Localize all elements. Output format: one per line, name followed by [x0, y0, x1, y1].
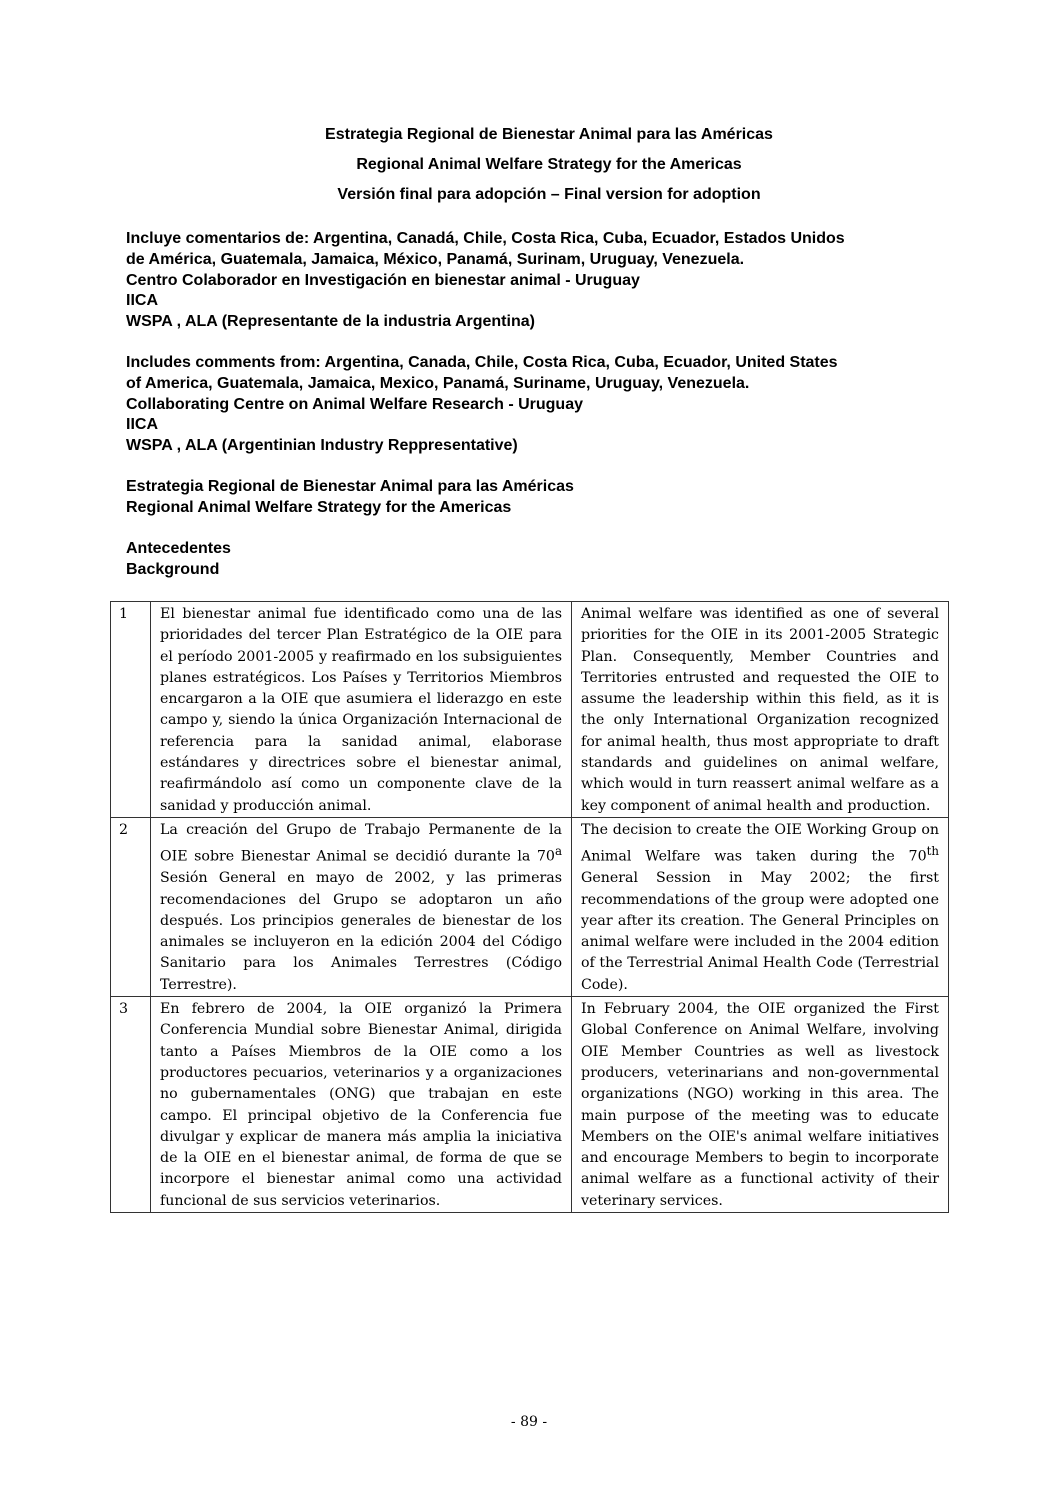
table-row: [111, 997, 949, 1213]
strategy-heading-block: [126, 477, 956, 519]
document-title-block: [0, 124, 1058, 214]
row-text-english: [572, 817, 949, 996]
comments-spanish-block: [126, 229, 956, 333]
strategy-heading-es: Estrategia Regional de Bienestar Animal para las Américas: [126, 478, 574, 495]
section-heading-block: [126, 539, 956, 581]
strategy-heading-en: Regional Animal Welfare Strategy for the Americas: [126, 498, 512, 516]
table-row: [111, 602, 949, 818]
row-text-spanish: [151, 817, 572, 996]
row-text-part: Sesión General en mayo de 2002, y las primeras recomendaciones del Grupo se adoptaron un año después. Los principios generales de bienestar de los animales se incluyeron en la edición 2004 del Código Sanitario para los Animales Terrestres (Código Terrestre).: [160, 870, 562, 993]
comments-english-block: [126, 353, 956, 457]
comments-es-line: Incluye comentarios de: Argentina, Canadá, Chile, Costa Rica, Cuba, Ecuador, Estados Unidos: [126, 230, 845, 247]
row-number: 2: [111, 817, 151, 996]
comments-en-line: IICA: [126, 416, 158, 434]
title-english: Regional Animal Welfare Strategy for the Americas: [356, 156, 742, 173]
ordinal-superscript: th: [926, 844, 939, 859]
title-spanish: Estrategia Regional de Bienestar Animal para las Américas: [325, 126, 773, 143]
comments-es-line: IICA: [126, 292, 158, 310]
row-text-part: La creación del Grupo de Trabajo Permanente de la OIE sobre Bienestar Animal se decidió durante la 70: [160, 821, 562, 865]
ordinal-superscript: a: [554, 844, 562, 859]
table-row: [111, 817, 949, 996]
comments-es-line: Centro Colaborador en Investigación en bienestar animal - Uruguay: [126, 271, 640, 289]
version-line: Versión final para adopción – Final version for adoption: [337, 186, 761, 203]
comments-en-line: WSPA , ALA (Argentinian Industry Reppresentative): [126, 437, 518, 455]
row-text-spanish: En febrero de 2004, la OIE organizó la Primera Conferencia Mundial sobre Bienestar Animal, dirigida tanto a Países Miembros de la OIE como a los productores pecuarios, veterinarios y a organizaciones no gubernamentales (ONG) que trabajan en este campo. El principal objetivo de la Conferencia fue divulgar y explicar de manera más amplia la iniciativa de la OIE en el bienestar animal, de forma de que se incorpore el bienestar animal como una actividad funcional de sus servicios veterinarios.: [151, 997, 572, 1213]
comments-es-line: WSPA , ALA (Representante de la industria Argentina): [126, 313, 535, 331]
section-heading-es: Antecedentes: [126, 540, 231, 557]
section-heading-en: Background: [126, 560, 220, 578]
row-text-part: The decision to create the OIE Working Group on Animal Welfare was taken during the 70: [581, 821, 939, 865]
comments-en-line: Includes comments from: Argentina, Canada, Chile, Costa Rica, Cuba, Ecuador, United States: [126, 354, 838, 371]
page-number: - 89 -: [510, 1414, 548, 1430]
background-table: [110, 601, 949, 1213]
row-text-part: General Session in May 2002; the first recommendations of the group were adopted one year after its creation. The General Principles on animal welfare were included in the 2004 edition of the Terrestrial Animal Health Code (Terrestrial Code).: [581, 870, 939, 993]
comments-en-line: Collaborating Centre on Animal Welfare Research - Uruguay: [126, 395, 583, 413]
row-number: 3: [111, 997, 151, 1213]
comments-en-line: of America, Guatemala, Jamaica, Mexico, Panamá, Suriname, Uruguay, Venezuela.: [126, 374, 750, 392]
row-text-english: Animal welfare was identified as one of several priorities for the OIE in its 2001-2005 Strategic Plan. Consequently, Member Countries and Territories entrusted and requested the OIE to assume the leadership within this field, as it is the only International Organization recognized for animal health, thus most appropriate to draft standards and guidelines on animal welfare, which would in turn reassert animal welfare as a key component of animal health and production.: [572, 602, 949, 818]
row-text-spanish: El bienestar animal fue identificado como una de las prioridades del tercer Plan Estratégico de la OIE para el período 2001-2005 y reafirmado en los subsiguientes planes estratégicos. Los Países y Territorios Miembros encargaron a la OIE que asumiera el liderazgo en este campo y, siendo la única Organización Internacional de referencia para la sanidad animal, elaborase estándares y directrices sobre el bienestar animal, reafirmándolo así como un componente clave de la sanidad y producción animal.: [151, 602, 572, 818]
comments-es-line: de América, Guatemala, Jamaica, México, Panamá, Surinam, Uruguay, Venezuela.: [126, 250, 745, 268]
row-text-english: In February 2004, the OIE organized the First Global Conference on Animal Welfare, involving OIE Member Countries as well as livestock producers, veterinarians and non-governmental organizations (NGO) working in this area. The main purpose of the meeting was to educate Members on the OIE's animal welfare initiatives and encourage Members to begin to incorporate animal welfare as a functional activity of their veterinary services.: [572, 997, 949, 1213]
row-number: 1: [111, 602, 151, 818]
